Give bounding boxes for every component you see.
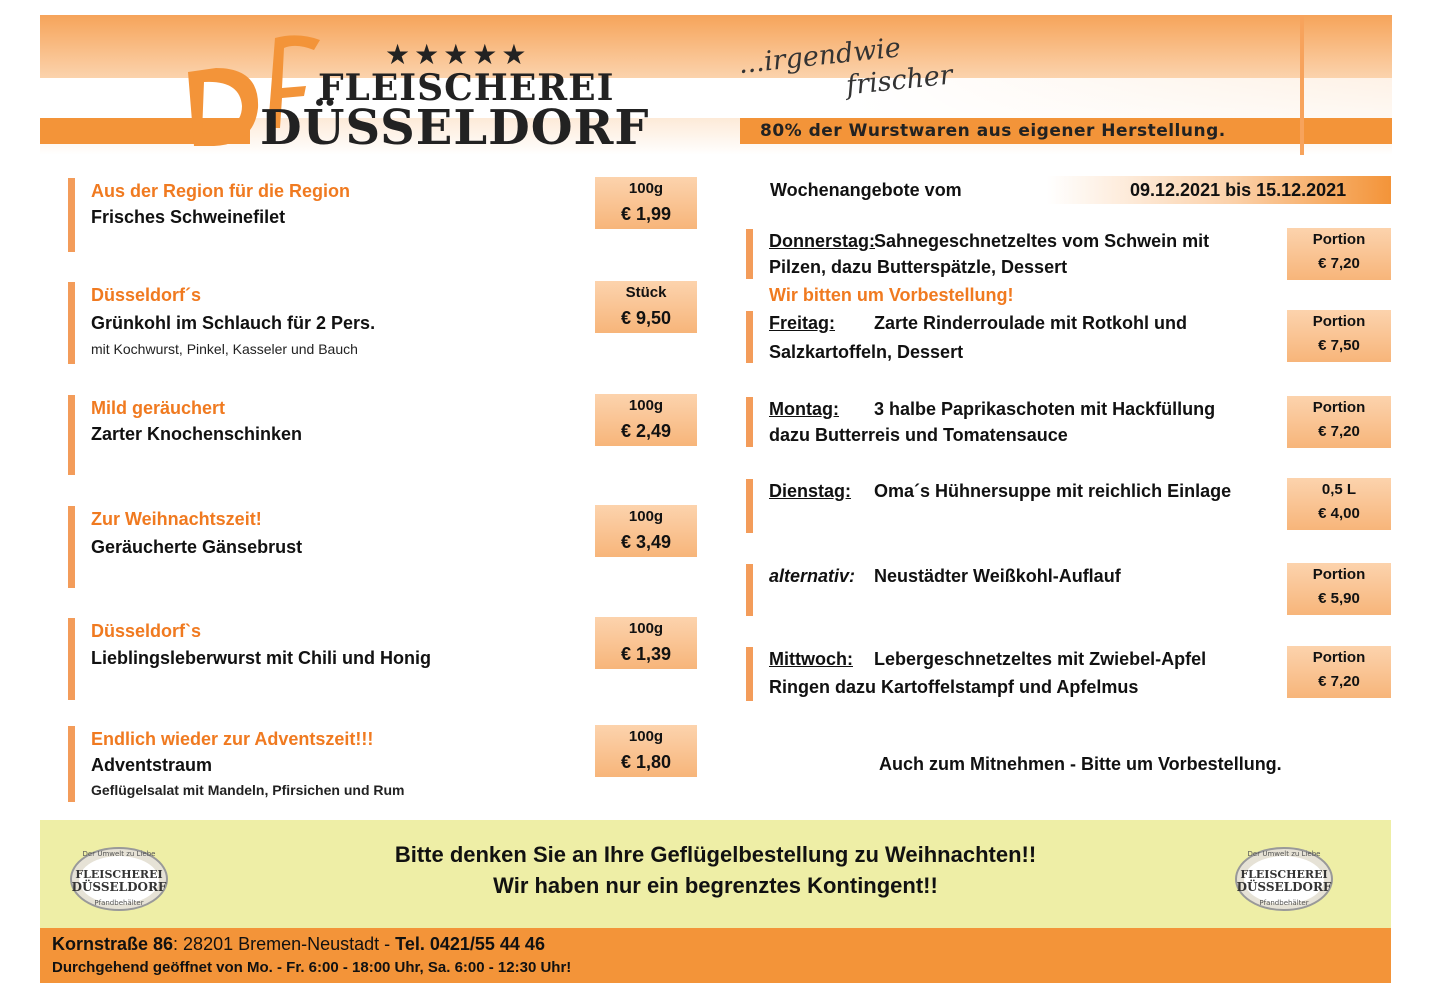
dish-description-line2: dazu Butterreis und Tomatensauce [769, 425, 1068, 445]
offer-item [68, 395, 708, 475]
logo-line1: FLEISCHEREI [318, 67, 615, 109]
offer-name: Adventstraum [91, 755, 213, 775]
daily-dish [746, 229, 1391, 279]
dish-price-box [1287, 478, 1391, 530]
weekly-offers-header [765, 176, 1391, 204]
offer-accent-bar [68, 282, 75, 364]
svg-text:Der Umwelt zu Liebe: Der Umwelt zu Liebe [82, 850, 156, 858]
offer-item [68, 506, 708, 588]
weekly-offers-date-range: 09.12.2021 bis 15.12.2021 [1130, 180, 1347, 200]
dish-description-line1: Zarte Rinderroulade mit Rotkohl und [874, 313, 1188, 333]
offer-price: € 3,49 [620, 532, 672, 552]
offer-unit: 100g [628, 620, 664, 637]
offer-accent-bar [68, 618, 75, 700]
offer-price-box [595, 394, 697, 446]
dish-accent-bar [746, 647, 753, 701]
footer-phone[interactable]: Tel. 0421/55 44 46 [395, 934, 545, 954]
offer-unit: 100g [628, 508, 664, 525]
offer-price-box [595, 505, 697, 557]
offer-price-box [595, 617, 697, 669]
offer-accent-bar [68, 506, 75, 588]
dish-price: € 7,20 [1318, 423, 1360, 440]
dish-description-line1: Oma´s Hühnersuppe mit reichlich Einlage [874, 481, 1232, 501]
dish-accent-bar [746, 564, 753, 616]
logo-stars: ★★★★★ [385, 38, 531, 71]
dish-day: Donnerstag: [769, 231, 876, 251]
preorder-note: Wir bitten um Vorbestellung! [769, 285, 1014, 305]
offer-category: Aus der Region für die Region [91, 181, 351, 201]
offer-price-box [595, 725, 697, 777]
dish-price: € 7,20 [1318, 255, 1360, 272]
slogan-line2: frischer [844, 59, 955, 102]
dish-price: € 7,20 [1318, 673, 1360, 690]
offer-price-box [595, 281, 697, 333]
offer-price: € 9,50 [620, 308, 672, 328]
dish-accent-bar [746, 479, 753, 533]
dish-day: Freitag: [769, 313, 836, 333]
dish-unit: Portion [1312, 313, 1366, 330]
dish-description-line1: Lebergeschnetzeltes mit Zwiebel-Apfel [874, 649, 1207, 669]
poultry-banner [40, 820, 1391, 928]
offer-price: € 1,39 [620, 644, 672, 664]
offer-item [68, 618, 708, 700]
offer-item [68, 178, 708, 252]
dish-description-line2: Pilzen, dazu Butterspätzle, Dessert [769, 257, 1068, 277]
dish-accent-bar [746, 311, 753, 363]
offer-unit: 100g [628, 728, 664, 745]
dish-unit: Portion [1312, 566, 1366, 583]
dish-description-line2: Ringen dazu Kartoffelstampf und Apfelmus [769, 677, 1139, 697]
svg-text:Pfandbehälter: Pfandbehälter [1259, 899, 1309, 907]
dish-day: Mittwoch: [769, 649, 853, 669]
offer-accent-bar [68, 395, 75, 475]
dish-day: Dienstag: [769, 481, 852, 501]
dish-price-box [1287, 228, 1391, 280]
svg-text:DÜSSELDORF: DÜSSELDORF [1236, 880, 1332, 894]
dish-description-line1: Sahnegeschnetzeltes vom Schwein mit [874, 231, 1210, 251]
dish-unit: 0,5 L [1321, 481, 1357, 498]
daily-dish [746, 397, 1391, 447]
offer-price-box [595, 177, 697, 229]
logo-line2: DÜSSELDORF [260, 100, 650, 150]
header-divider [1300, 15, 1304, 155]
dish-price: € 7,50 [1318, 337, 1360, 354]
weekly-offers-label: Wochenangebote vom [770, 180, 962, 200]
takeaway-note: Auch zum Mitnehmen - Bitte um Vorbestellung. [879, 754, 1282, 774]
offer-category: Zur Weihnachtszeit! [91, 509, 262, 529]
tagline: 80% der Wurstwaren aus eigener Herstellung. [760, 121, 1226, 141]
svg-text:FLEISCHEREI: FLEISCHEREI [1240, 868, 1328, 881]
offer-note: mit Kochwurst, Pinkel, Kasseler und Bauch [91, 341, 358, 357]
offer-name: Lieblingsleberwurst mit Chili und Honig [91, 648, 432, 668]
dish-description-line1: 3 halbe Paprikaschoten mit Hackfüllung [874, 399, 1216, 419]
dish-accent-bar [746, 397, 753, 447]
offer-accent-bar [68, 178, 75, 252]
offer-category: Düsseldorf´s [91, 285, 202, 305]
svg-text:Der Umwelt zu Liebe: Der Umwelt zu Liebe [1247, 850, 1321, 858]
dish-accent-bar [746, 229, 753, 279]
banner-line1: Bitte denken Sie an Ihre Geflügelbestellung zu Weihnachten!! [394, 842, 1037, 867]
slogan [736, 32, 955, 102]
daily-dish [746, 647, 1391, 701]
deposit-container-badge-right [1233, 842, 1335, 912]
daily-dish [746, 311, 1391, 363]
offer-category: Mild geräuchert [91, 398, 226, 418]
banner-line2: Wir haben nur ein begrenztes Kontingent!! [493, 873, 938, 898]
dish-unit: Portion [1312, 231, 1366, 248]
offer-name: Grünkohl im Schlauch für 2 Pers. [91, 313, 376, 333]
offer-price: € 1,80 [620, 752, 672, 772]
footer-opening-hours: Durchgehend geöffnet von Mo. - Fr. 6:00 - 18:00 Uhr, Sa. 6:00 - 12:30 Uhr! [52, 959, 572, 976]
offer-price: € 2,49 [620, 421, 672, 441]
dish-price: € 4,00 [1318, 505, 1360, 522]
footer [40, 928, 1391, 983]
daily-dish [746, 564, 1391, 616]
offer-category: Düsseldorf`s [91, 621, 202, 641]
offer-item [68, 726, 708, 802]
offer-name: Frisches Schweinefilet [91, 207, 286, 227]
logo [180, 30, 740, 150]
offer-unit: Stück [625, 284, 667, 301]
offer-category: Endlich wieder zur Adventszeit!!! [91, 729, 374, 749]
svg-text:Pfandbehälter: Pfandbehälter [94, 899, 144, 907]
footer-street: Kornstraße 86 [52, 934, 174, 954]
offer-item [68, 282, 708, 364]
daily-dish [746, 479, 1391, 533]
dish-day: Montag: [769, 399, 839, 419]
offer-accent-bar [68, 726, 75, 802]
offer-price: € 1,99 [620, 204, 672, 224]
offer-unit: 100g [628, 180, 664, 197]
dish-price-box [1287, 563, 1391, 615]
offer-name: Geräucherte Gänsebrust [91, 537, 303, 557]
dish-description-line2: Salzkartoffeln, Dessert [769, 342, 964, 362]
dish-unit: Portion [1312, 649, 1366, 666]
footer-address [52, 934, 545, 955]
dish-price: € 5,90 [1318, 590, 1360, 607]
offer-name: Zarter Knochenschinken [91, 424, 303, 444]
svg-text:DÜSSELDORF: DÜSSELDORF [71, 880, 167, 894]
dish-price-box [1287, 310, 1391, 362]
slogan-line1: ...irgendwie [736, 32, 903, 81]
offer-note: Geflügelsalat mit Mandeln, Pfirsichen und Rum [91, 782, 405, 798]
footer-city: : 28201 Bremen-Neustadt - [173, 934, 396, 954]
dish-price-box [1287, 396, 1391, 448]
dish-unit: Portion [1312, 399, 1366, 416]
dish-description-line1: Neustädter Weißkohl-Auflauf [874, 566, 1121, 586]
svg-text:FLEISCHEREI: FLEISCHEREI [75, 868, 163, 881]
dish-day: alternativ: [769, 566, 856, 586]
dish-price-box [1287, 646, 1391, 698]
offer-unit: 100g [628, 397, 664, 414]
